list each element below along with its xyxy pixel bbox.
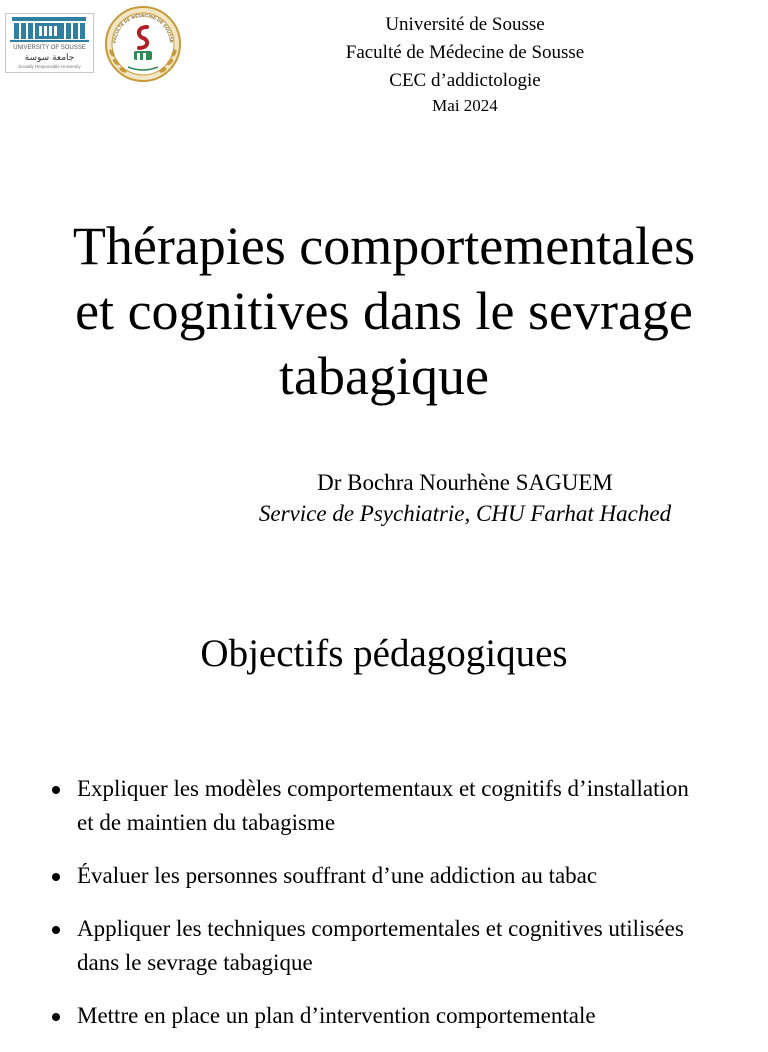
objective-item: Expliquer les modèles comportementaux et cognitifs d’installation et de maintien du tabagisme [50,772,700,840]
university-logo-text-en: UNIVERSITY OF SOUSSE [13,45,86,51]
title-line-1: Thérapies comportementales [72,216,696,276]
objective-item: Évaluer les personnes souffrant d’une addiction au tabac [50,859,700,893]
faculty-name: Faculté de Médecine de Sousse [345,42,585,63]
title-line-2: et cognitives dans le sevrage [75,281,693,341]
objective-item: Mettre en place un plan d’intervention comportementale [50,999,700,1033]
university-logo-graphic [6,14,93,72]
institution-header [330,11,600,117]
university-name: Université de Sousse [385,14,545,35]
author-service: Service de Psychiatrie, CHU Farhat Hached [258,501,672,526]
author-name: Dr Bochra Nourhène SAGUEM [317,470,613,495]
program-name: CEC d’addictologie [389,70,541,91]
document-date: Mai 2024 [432,96,498,115]
university-logo-text-ar: جامعة سوسة [24,53,75,63]
faculty-of-medicine-seal [103,5,183,83]
objectives-list [50,772,700,1052]
title-line-3: tabagique [279,346,489,406]
faculty-seal-graphic [103,5,183,83]
author-block [200,467,730,529]
objectives-heading: Objectifs pédagogiques [200,632,568,675]
university-logo-tagline: Socially Responsible University [18,64,81,69]
document-title [20,214,748,409]
faculty-seal-arc-text: FACULTÉ DE MÉDECINE DE SOUSSE [112,12,175,44]
university-of-sousse-logo [5,13,94,73]
objective-item: Appliquer les techniques comportementales et cognitives utilisées dans le sevrage tabagique [50,912,700,980]
